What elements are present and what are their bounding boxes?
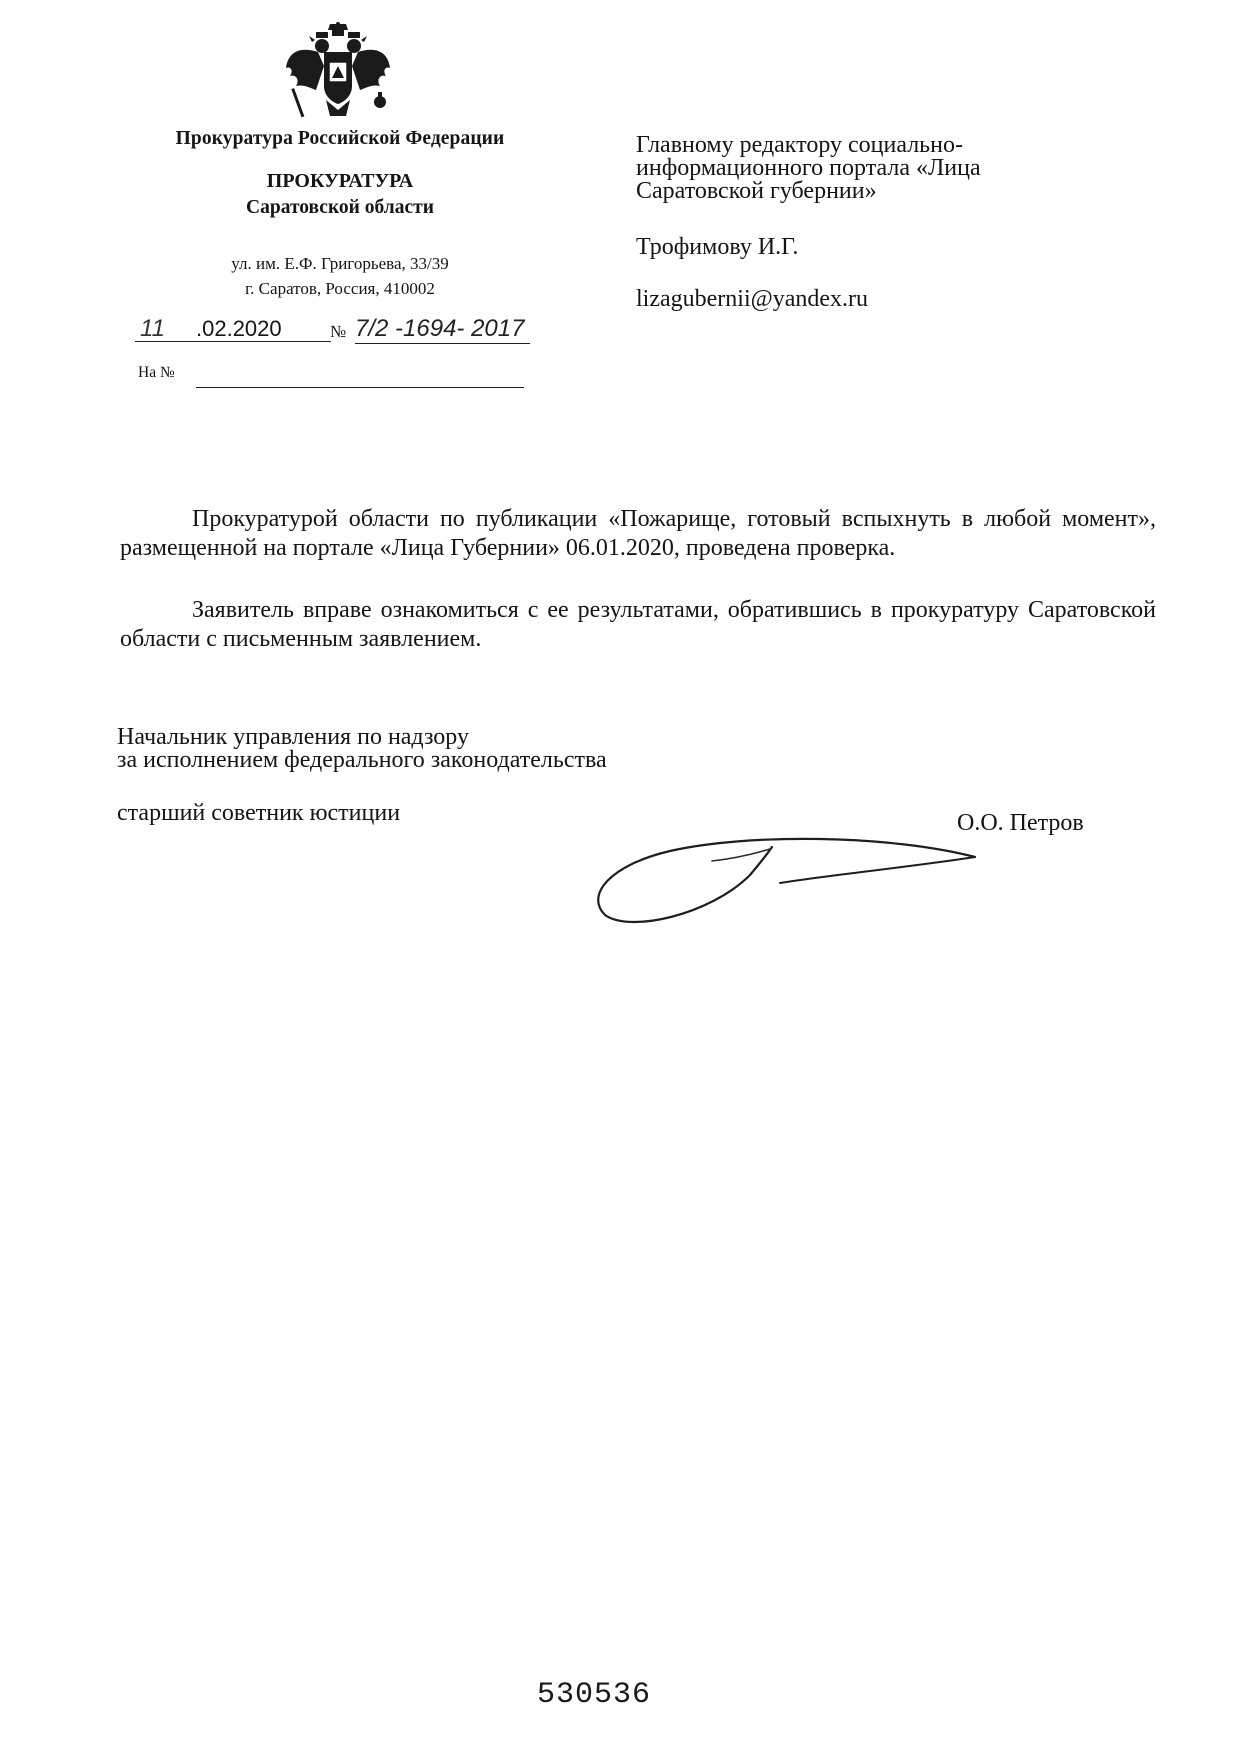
handwritten-signature-icon [590,815,980,935]
number-sign: № [330,322,347,341]
reply-to-label: На № [138,364,175,381]
number-underline [355,343,530,344]
signer-name: О.О. Петров [957,810,1084,836]
signer-rank: старший советник юстиции [117,800,401,826]
date-day-handwritten: 11 [140,315,165,342]
office-title: ПРОКУРАТУРА [266,170,414,192]
organization-name: Прокуратура Российской Федерации [175,128,505,149]
signer-position-line-2: за исполнением федерального законодательства [117,747,607,773]
office-address-street: ул. им. Е.Ф. Григорьева, 33/39 [231,254,449,273]
recipient-line-2: информационного портала «Лица [636,155,981,181]
signer-position [117,726,607,772]
recipient-line-3: Саратовской губернии» [636,178,877,204]
date-month-year: .02.2020 [196,316,282,341]
recipient-line-1: Главному редактору социально- [636,132,963,158]
recipient-title [636,134,1096,203]
serial-number: 530536 [537,1678,652,1712]
coat-of-arms-icon [282,22,394,130]
recipient-email: lizagubernii@yandex.ru [636,286,869,312]
office-address-city: г. Саратов, Россия, 410002 [245,279,435,298]
reply-to-underline [196,387,524,388]
recipient-name: Трофимову И.Г. [636,234,799,260]
outgoing-number: 7/2 -1694- 2017 [355,315,525,342]
signer-position-line-1: Начальник управления по надзору [117,724,469,750]
body-paragraph: Прокуратурой области по публикации «Пожарище, готовый вспыхнуть в любой момент», размещенной на портале «Лица Губернии» 06.01.2020, проведена проверка. [120,506,1156,561]
office-region: Саратовской области [246,197,434,218]
body-paragraph: Заявитель вправе ознакомиться с ее результатами, обратившись в прокуратуру Саратовской области с письменным заявлением. [120,597,1156,652]
